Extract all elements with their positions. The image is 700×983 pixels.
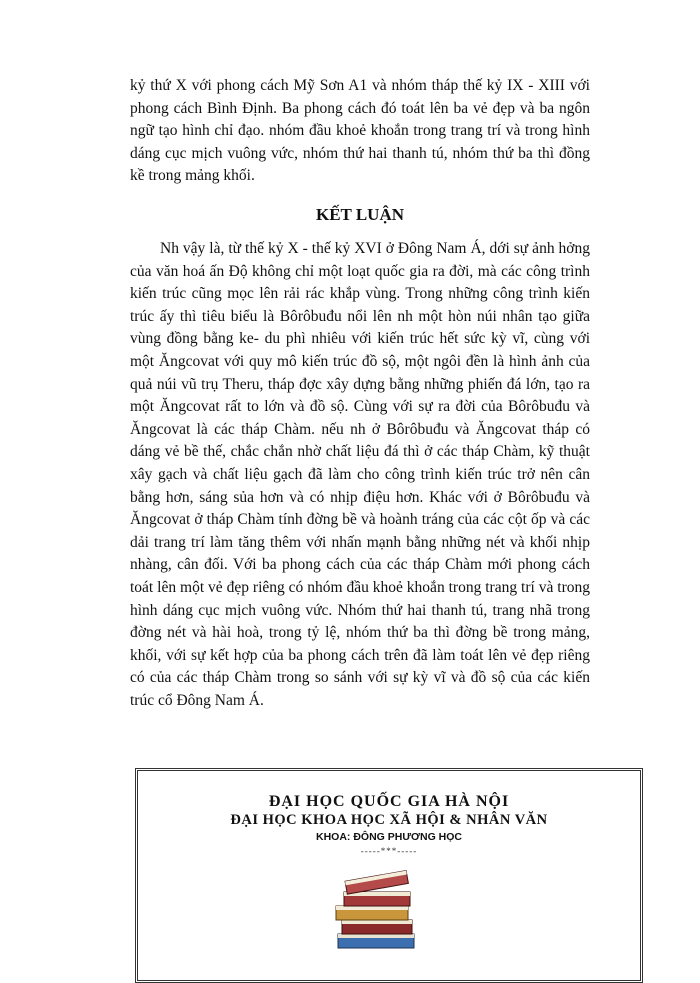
decorative-divider: -----***-----: [360, 846, 418, 856]
school-name: ĐẠI HỌC KHOA HỌC XÃ HỘI & NHÂN VĂN: [230, 812, 548, 828]
faculty-name: KHOA: ĐÔNG PHƯƠNG HỌC: [315, 831, 462, 843]
cover-page-frame: [135, 768, 643, 983]
books-icon: [328, 866, 424, 956]
intro-paragraph: kỷ thứ X với phong cách Mỹ Sơn A1 và nhóm tháp thế kỷ IX - XIII với phong cách Bình Định. Ba phong cách đó toát lên ba vẻ đẹp và ba ngôn ngữ tạo hình chỉ đạo. nhóm đầu khoẻ khoắn trong trang trí và trong hình dáng cục mịch vuông vức, nhóm thứ hai thanh tú, nhóm thứ ba thì đồng kề trong mảng khối.: [130, 77, 590, 185]
university-name: ĐẠI HỌC QUỐC GIA HÀ NỘI: [268, 793, 510, 810]
conclusion-paragraph: Nh vậy là, từ thế kỷ X - thế kỷ XVI ở Đông Nam Á, dới sự ảnh hởng của văn hoá ấn Độ không chỉ một loạt quốc gia ra đời, mà các công trình kiến trúc cũng mọc lên rải rác khắp vùng. Trong những công trình kiến trúc ấy thì tiêu biểu là Bôrôbuđu nổi lên nh một hòn núi nhân tạo giữa vùng đồng bằng ke- du phì nhiêu với kiến trúc hết sức kỳ vĩ, cùng với một Ăngcovat với quy mô kiến trúc đồ sộ, một ngôi đền là hình ảnh của quả núi vũ trụ Theru, tháp đợc xây dựng bằng những phiến đá lớn, tạo ra một Ăngcovat rất to lớn và đồ sộ. Cùng với sự ra đời của Bôrôbuđu và Ăngcovat là các tháp Chàm. nếu nh ở Bôrôbuđu và Ăngcovat tháp có dáng vẻ bề thế, chắc chắn nhờ chất liệu đá thì ở các tháp Chàm, kỹ thuật xây gạch và chất liệu gạch đã làm cho công trình kiến trúc trở nên cân bằng hơn, sáng sủa hơn và có nhịp điệu hơn. Khác với ở Bôrôbuđu và Ăngcovat ở tháp Chàm tính đờng bề và hoành tráng của các cột ốp và các dải trang trí làm tăng thêm với nhấn mạnh bằng những nét và khối nhịp nhàng, cân đối. Với ba phong cách của các tháp Chàm mới phong cách toát lên một vẻ đẹp riêng có nhóm đầu khoẻ khoắn trong trang trí và trong hình dáng cục mịch vuông vức. Nhóm thứ hai thanh tú, trang nhã trong đờng nét và hài hoà, trong tỷ lệ, nhóm thứ ba thì đờng bề trong mảng, khối, với sự kết hợp của ba phong cách trên đã làm toát lên vẻ đẹp riêng có của các tháp Chàm trong so sánh với sự kỳ vĩ và đồ sộ của các kiến trúc cổ Đông Nam Á.: [130, 240, 590, 709]
conclusion-heading: KẾT LUẬN: [315, 205, 404, 224]
